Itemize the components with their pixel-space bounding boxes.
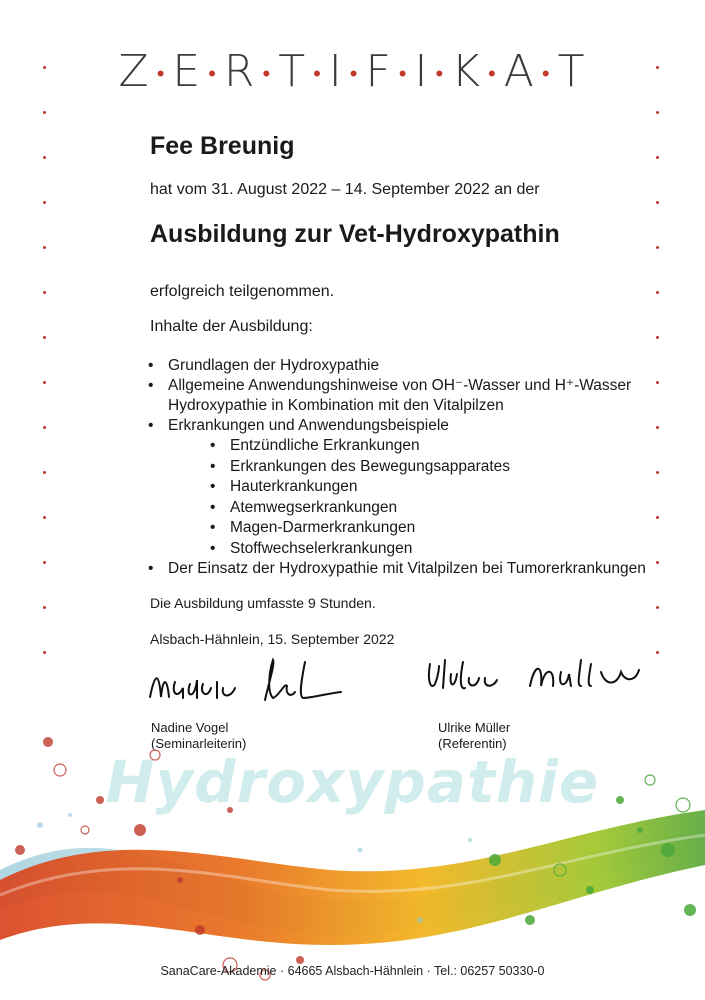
sub-list-item: • Atemwegserkrankungen [210, 498, 688, 519]
border-dot [43, 246, 46, 249]
border-dot [656, 606, 659, 609]
footer-address: SanaCare-Akademie · 64665 Alsbach-Hähnlein · Tel.: 06257 50330-0 [160, 964, 545, 978]
title-letter: T [278, 46, 308, 97]
title-letter: K [451, 46, 483, 97]
content-list [148, 356, 688, 579]
border-dot [43, 336, 46, 339]
title-separator-dot: • [349, 62, 360, 87]
course-title: Ausbildung zur Vet-Hydroxypathin [150, 220, 560, 248]
border-dot [656, 201, 659, 204]
title-letter: R [223, 46, 257, 97]
border-dot [43, 201, 46, 204]
content-label: Inhalte der Ausbildung: [150, 318, 313, 335]
recipient-name: Fee Breunig [150, 132, 295, 160]
border-dot [43, 426, 46, 429]
place-date: Alsbach-Hähnlein, 15. September 2022 [150, 631, 395, 647]
certificate-title [0, 46, 705, 97]
brand-watermark: Hydroxypathie [105, 748, 600, 816]
sub-list-item: • Entzündliche Erkrankungen [210, 436, 688, 457]
course-period: hat vom 31. August 2022 – 14. September 2022 an der [150, 181, 540, 198]
border-dot [656, 156, 659, 159]
list-item [148, 416, 688, 559]
title-letter: F [365, 46, 393, 97]
title-separator-dot: • [488, 62, 498, 87]
list-item: • Der Einsatz der Hydroxypathie mit Vitalpilzen bei Tumorerkrankungen [148, 559, 688, 579]
title-separator-dot: • [435, 62, 446, 87]
border-dot [43, 291, 46, 294]
title-separator-dot: • [398, 62, 409, 87]
sub-list [168, 436, 688, 559]
border-dot [43, 156, 46, 159]
border-dot [43, 561, 46, 564]
duration-statement: Die Ausbildung umfasste 9 Stunden. [150, 595, 376, 611]
left-dot-border [43, 66, 47, 666]
signature-left [145, 652, 355, 712]
sub-list-item: • Stoffwechselerkrankungen [210, 539, 688, 560]
title-separator-dot: • [313, 62, 323, 87]
border-dot [656, 336, 659, 339]
title-letter: T [557, 46, 587, 97]
title-separator-dot: • [541, 62, 552, 87]
sub-list-item: • Hauterkrankungen [210, 477, 688, 498]
border-dot [43, 606, 46, 609]
border-dot [656, 111, 659, 114]
title-letter: A [503, 46, 536, 97]
list-item: • Allgemeine Anwendungshinweise von OH⁻-Wasser und H⁺-Wasser Hydroxypathie in Kombination mit den Vitalpilzen [148, 376, 688, 416]
border-dot [43, 381, 46, 384]
signatory-role: (Seminarleiterin) [151, 736, 247, 751]
border-dot [43, 651, 46, 654]
title-letter: Z [118, 46, 151, 97]
title-letter: I [328, 46, 344, 97]
title-letter: I [414, 46, 430, 97]
border-dot [43, 516, 46, 519]
title-separator-dot: • [262, 62, 273, 87]
title-separator-dot: • [208, 62, 218, 87]
signature-right [425, 652, 665, 702]
success-statement: erfolgreich teilgenommen. [150, 283, 335, 300]
sub-list-item: • Erkrankungen des Bewegungsapparates [210, 457, 688, 478]
list-item: • Grundlagen der Hydroxypathie [148, 356, 688, 376]
border-dot [43, 111, 46, 114]
border-dot [656, 291, 659, 294]
border-dot [656, 246, 659, 249]
sub-list-item: • Magen-Darmerkrankungen [210, 518, 688, 539]
signatory-name: Ulrike Müller [438, 720, 511, 735]
border-dot [43, 471, 46, 474]
title-letter: E [172, 46, 203, 97]
signatory-role: (Referentin) [438, 736, 507, 751]
signatory-name: Nadine Vogel [151, 720, 229, 735]
title-separator-dot: • [156, 62, 167, 87]
list-item-label: Erkrankungen und Anwendungsbeispiele [168, 417, 449, 434]
